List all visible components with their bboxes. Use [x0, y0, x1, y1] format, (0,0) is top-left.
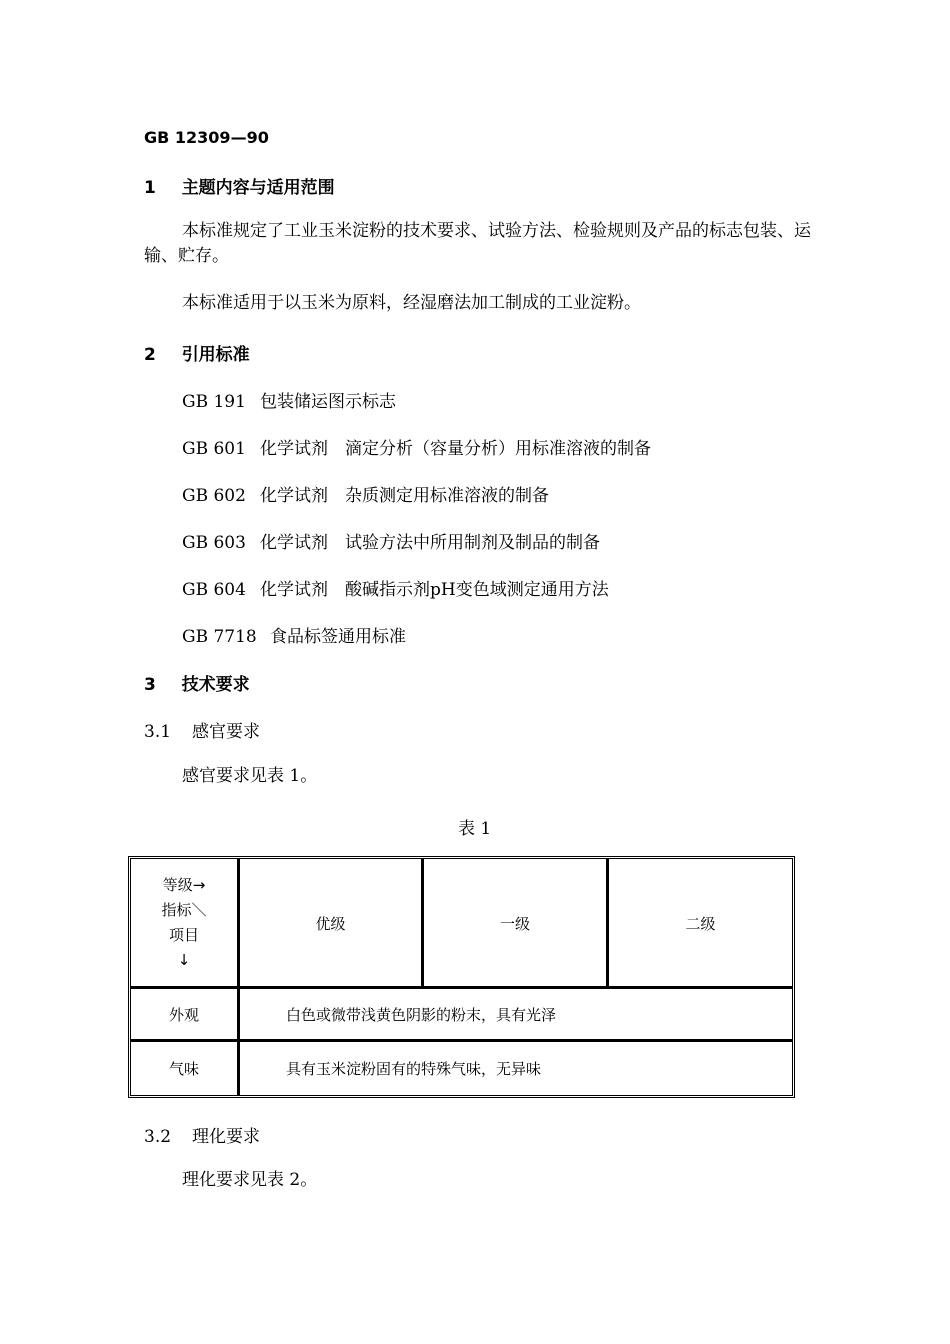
corner-line: 等级→: [162, 876, 206, 894]
section1-number: 1: [144, 178, 156, 198]
corner-line: 项目: [168, 926, 199, 944]
standard-code: GB 12309—90: [144, 128, 269, 147]
section1-paragraph-2: 本标准适用于以玉米为原料，经湿磨法加工制成的工业淀粉。: [182, 293, 641, 313]
reference-title: 化学试剂 杂质测定用标准溶液的制备: [260, 486, 549, 506]
table-value-cell: 具有玉米淀粉固有的特殊气味，无异味: [286, 1060, 542, 1078]
corner-line: 指标＼: [161, 901, 207, 919]
section2-heading: [144, 340, 250, 365]
reference-item: [182, 387, 396, 412]
section1-paragraph-1: 本标准规定了工业玉米淀粉的技术要求、试验方法、检验规则及产品的标志包装、运输、贮存。: [144, 221, 811, 266]
reference-code: GB 603: [182, 533, 246, 553]
table1: [128, 856, 795, 1098]
table-item-cell: 外观: [168, 1005, 199, 1024]
reference-title: 化学试剂 试验方法中所用制剂及制品的制备: [260, 533, 600, 553]
subsection-number: 3.2: [144, 1127, 172, 1147]
section1-title: 主题内容与适用范围: [181, 178, 335, 198]
grade-header-cell: 二级: [685, 914, 716, 933]
table-item-cell: 气味: [168, 1060, 199, 1078]
reference-title: 包装储运图示标志: [260, 392, 396, 412]
reference-item: [182, 528, 600, 553]
table-value-cell: 白色或微带浅黄色阴影的粉末，具有光泽: [286, 1005, 557, 1024]
subsection-3-1-text: 感官要求见表 1。: [182, 766, 318, 786]
section3-heading: [144, 670, 250, 695]
subsection-3-1-heading: [144, 717, 260, 742]
subsection-3-2-heading: [144, 1122, 260, 1147]
corner-line: ↓: [177, 951, 191, 969]
subsection-title: 理化要求: [192, 1127, 260, 1147]
grade-header-cell: 优级: [315, 914, 346, 933]
reference-code: GB 601: [182, 439, 246, 459]
section3-number: 3: [144, 675, 156, 695]
subsection-3-2-text: 理化要求见表 2。: [182, 1170, 318, 1190]
subsection-number: 3.1: [144, 722, 172, 742]
reference-title: 化学试剂 酸碱指示剂pH变色域测定通用方法: [260, 580, 609, 600]
grade-header-cell: 一级: [499, 914, 530, 933]
reference-title: 化学试剂 滴定分析（容量分析）用标准溶液的制备: [260, 439, 651, 459]
table1-caption: 表 1: [458, 819, 492, 839]
section2-title: 引用标准: [181, 345, 250, 365]
reference-item: [182, 481, 549, 506]
reference-code: GB 7718: [182, 627, 257, 647]
reference-title: 食品标签通用标准: [270, 627, 406, 647]
reference-code: GB 604: [182, 580, 246, 600]
reference-code: GB 602: [182, 486, 246, 506]
subsection-title: 感官要求: [192, 722, 260, 742]
reference-item: [182, 434, 651, 459]
reference-item: [182, 575, 609, 600]
reference-code: GB 191: [182, 392, 246, 412]
reference-item: [182, 622, 406, 647]
table-corner-header: [131, 859, 237, 987]
section1-heading: [144, 173, 335, 198]
section3-title: 技术要求: [181, 675, 250, 695]
section2-number: 2: [144, 345, 156, 365]
